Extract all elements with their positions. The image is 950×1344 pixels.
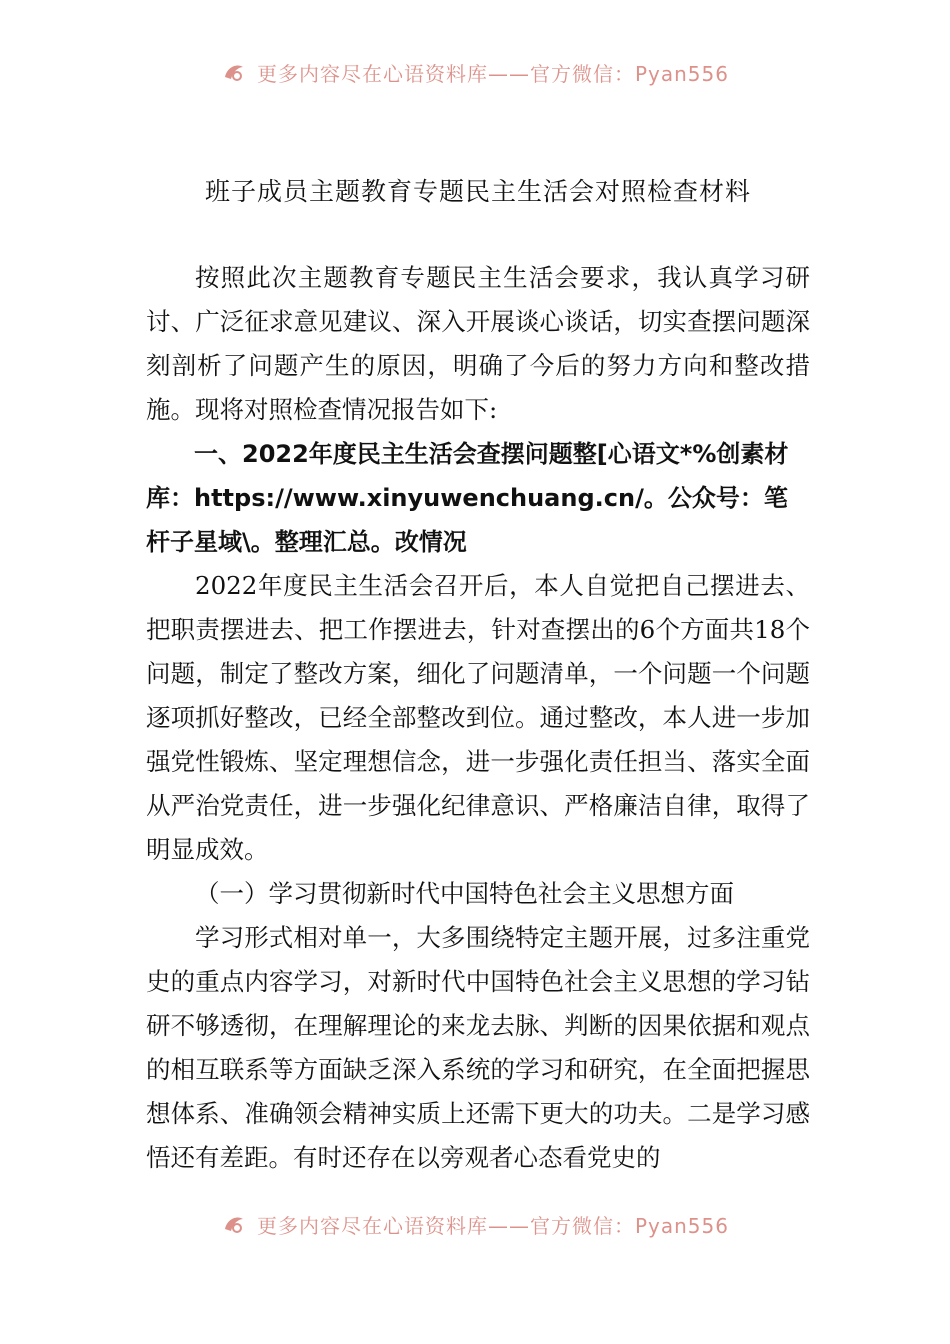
watermark-text: 更多内容尽在心语资料库——官方微信：Pyan556 (256, 1213, 729, 1238)
document-title: 班子成员主题教育专题民主生活会对照检查材料 (204, 177, 751, 206)
watermark-logo-icon (221, 59, 247, 85)
watermark-footer (0, 1204, 950, 1244)
document-page (146, 170, 810, 1180)
watermark-header (0, 52, 950, 92)
watermark-logo-icon (221, 1211, 247, 1237)
section-1-heading: 一、2022年度民主生活会查摆问题整[心语文*%创素材库：https://www.xinyuwenchuang.cn/。公众号：笔杆子星域\。整理汇总。改情况 (146, 440, 789, 556)
section-1-body: 2022年度民主生活会召开后，本人自觉把自己摆进去、把职责摆进去、把工作摆进去，针对查摆出的6个方面共18个问题，制定了整改方案，细化了问题清单，一个问题一个问题逐项抓好整改，已经全部整改到位。通过整改，本人进一步加强党性锻炼、坚定理想信念，进一步强化责任担当、落实全面从严治党责任，进一步强化纪律意识、严格廉洁自律，取得了明显成效。 (146, 571, 810, 864)
subsection-1-body: 学习形式相对单一，大多围绕特定主题开展，过多注重党史的重点内容学习，对新时代中国特色社会主义思想的学习钻研不够透彻，在理解理论的来龙去脉、判断的因果依据和观点的相互联系等方面缺乏深入系统的学习和研究，在全面把握思想体系、准确领会精神实质上还需下更大的功夫。二是学习感悟还有差距。有时还存在以旁观者心态看党史的 (146, 923, 810, 1172)
watermark-text: 更多内容尽在心语资料库——官方微信：Pyan556 (256, 61, 729, 86)
subsection-1-heading: （一）学习贯彻新时代中国特色社会主义思想方面 (195, 879, 734, 908)
intro-paragraph: 按照此次主题教育专题民主生活会要求，我认真学习研讨、广泛征求意见建议、深入开展谈心谈话，切实查摆问题深刻剖析了问题产生的原因，明确了今后的努力方向和整改措施。现将对照检查情况报告如下: (146, 263, 810, 424)
